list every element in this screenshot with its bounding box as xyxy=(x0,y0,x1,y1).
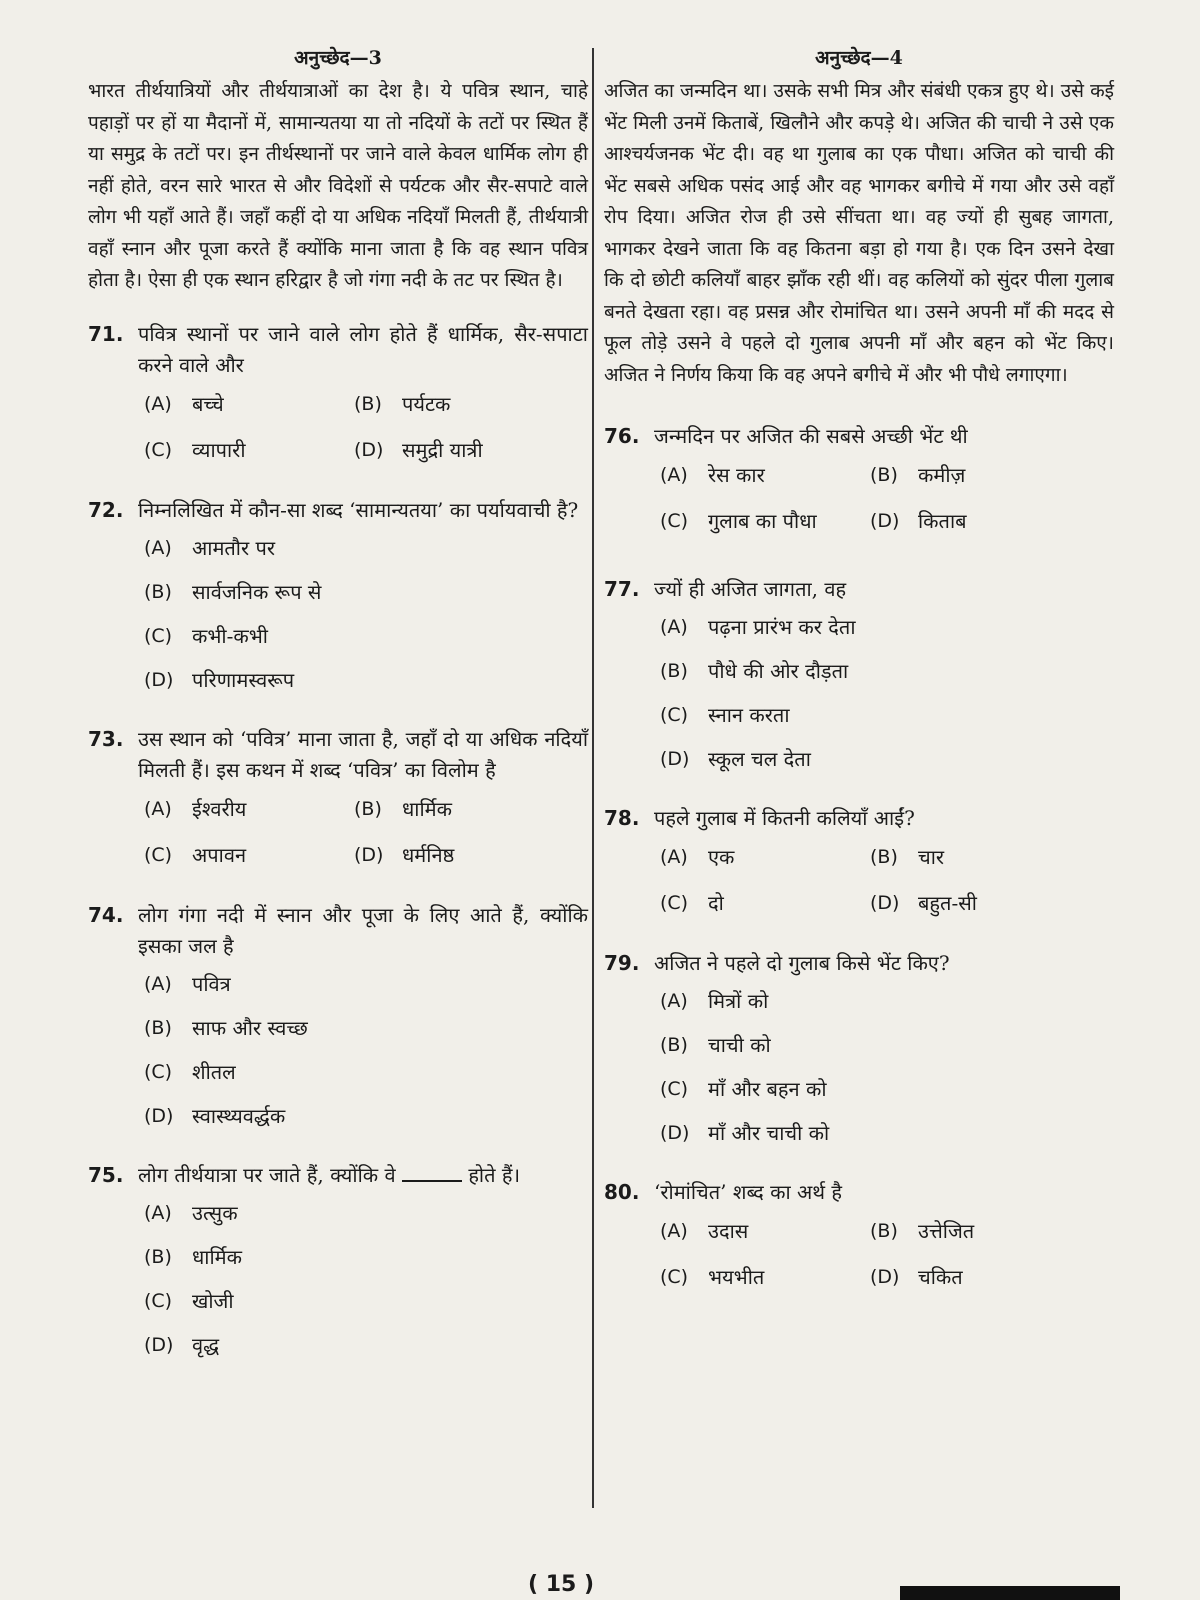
option-a[interactable]: (A) पढ़ना प्रारंभ कर देता xyxy=(660,615,856,639)
question-74 xyxy=(88,900,588,1138)
question-77 xyxy=(604,574,1114,781)
passage-3-heading: अनुच्छेद—3 xyxy=(294,47,382,69)
page-number: ( 15 ) xyxy=(528,1572,595,1597)
question-text: अजित ने पहले दो गुलाब किसे भेंट किए? xyxy=(654,951,950,975)
right-column xyxy=(604,44,1114,1300)
question-number: 73. xyxy=(88,726,124,751)
column-divider xyxy=(592,48,594,1508)
question-number: 75. xyxy=(88,1162,124,1187)
question-78 xyxy=(604,803,1114,926)
footer-bar xyxy=(900,1586,1120,1600)
option-d[interactable]: (D) स्कूल चल देता xyxy=(660,747,811,771)
question-text: ज्यों ही अजित जागता, वह xyxy=(654,577,847,601)
question-number: 78. xyxy=(604,806,640,830)
option-d[interactable]: (D) स्वास्थ्यवर्द्धक xyxy=(144,1103,286,1128)
question-number: 77. xyxy=(604,577,640,601)
option-d[interactable]: (D) चकित xyxy=(870,1265,963,1289)
option-d[interactable]: (D) परिणामस्वरूप xyxy=(144,667,295,692)
option-c[interactable]: (C) माँ और बहन को xyxy=(660,1077,827,1101)
passage-4-heading: अनुच्छेद—4 xyxy=(815,47,903,69)
option-b[interactable]: (B) चार xyxy=(870,845,945,869)
option-b[interactable]: (B) कमीज़ xyxy=(870,463,966,487)
option-d[interactable]: (D) वृद्ध xyxy=(144,1332,220,1357)
option-d[interactable]: (D) किताब xyxy=(870,509,967,533)
option-c[interactable]: (C) अपावन xyxy=(144,842,247,867)
question-80 xyxy=(604,1177,1114,1300)
question-number: 76. xyxy=(604,424,640,448)
passage-4-text: अजित का जन्मदिन था। उसके सभी मित्र और संबंधी एकत्र हुए थे। उसे कई भेंट मिली उनमें किताबें, खिलौने और कपड़े थे। अजित की चाची ने उसे एक आश्चर्यजनक भेंट दी। वह था गुलाब का एक पौधा। अजित को चाची की भेंट सबसे अधिक पसंद आई और वह भागकर बगीचे में गया और उसे वहाँ रोप दिया। अजित रोज ही उसे सींचता था। वह ज्यों ही सुबह जागता, भागकर देखने जाता कि वह कितना बड़ा हो गया है। एक दिन उसने देखा कि दो छोटी कलियाँ बाहर झाँक रही थीं। वह कलियों को सुंदर पीला गुलाब बनते देखता रहा। वह प्रसन्न और रोमांचित था। उसने अपनी माँ की मदद से फूल तोड़े उसने वे पहले दो गुलाब अपनी माँ और बहन को भेंट किए। अजित ने निर्णय किया कि वह अपने बगीचे में और भी पौधे लगाएगा। xyxy=(604,80,1114,386)
passage-3-text: भारत तीर्थयात्रियों और तीर्थयात्राओं का देश है। ये पवित्र स्थान, चाहे पहाड़ों पर हों या मैदानों में, सामान्यतया या तो नदियों के तटों पर स्थित हैं या समुद्र के तटों पर। इन तीर्थस्थानों पर जाने वाले केवल धार्मिक लोग ही नहीं होते, वरन सारे भारत से और विदेशों से पर्यटक और सैर-सपाटे वाले लोग भी यहाँ आते हैं। जहाँ कहीं दो या अधिक नदियाँ मिलती हैं, तीर्थयात्री वहाँ स्नान और पूजा करते हैं क्योंकि माना जाता है कि वह स्थान पवित्र होता है। ऐसा ही एक स्थान हरिद्वार है जो गंगा नदी के तट पर स्थित है। xyxy=(88,80,588,291)
option-a[interactable]: (A) उदास xyxy=(660,1219,749,1243)
left-column xyxy=(88,44,588,1367)
option-c[interactable]: (C) दो xyxy=(660,891,724,915)
question-text: लोग तीर्थयात्रा पर जाते हैं, क्योंकि वे होते हैं। xyxy=(138,1162,521,1187)
option-c[interactable]: (C) खोजी xyxy=(144,1288,234,1313)
option-c[interactable]: (C) गुलाब का पौधा xyxy=(660,509,817,533)
question-75 xyxy=(88,1160,588,1367)
option-d[interactable]: (D) बहुत-सी xyxy=(870,891,977,915)
question-text: पवित्र स्थानों पर जाने वाले लोग होते हैं धार्मिक, सैर-सपाटा करने वाले और xyxy=(138,321,588,377)
question-number: 80. xyxy=(604,1180,640,1204)
question-72 xyxy=(88,495,588,702)
question-text: पहले गुलाब में कितनी कलियाँ आईं? xyxy=(654,806,915,830)
question-number: 71. xyxy=(88,321,124,346)
option-b[interactable]: (B) चाची को xyxy=(660,1033,771,1057)
option-d[interactable]: (D) समुद्री यात्री xyxy=(354,437,483,462)
option-a[interactable]: (A) मित्रों को xyxy=(660,989,769,1013)
option-b[interactable]: (B) धार्मिक xyxy=(354,796,452,821)
option-b[interactable]: (B) सार्वजनिक रूप से xyxy=(144,579,322,604)
question-71 xyxy=(88,319,588,473)
option-a[interactable]: (A) रेस कार xyxy=(660,463,765,487)
question-73 xyxy=(88,724,588,878)
option-a[interactable]: (A) उत्सुक xyxy=(144,1200,238,1225)
option-a[interactable]: (A) पवित्र xyxy=(144,971,231,996)
option-a[interactable]: (A) एक xyxy=(660,845,735,869)
question-76 xyxy=(604,421,1114,544)
option-d[interactable]: (D) धर्मनिष्ठ xyxy=(354,842,455,867)
question-text: उस स्थान को ‘पवित्र’ माना जाता है, जहाँ दो या अधिक नदियाँ मिलती हैं। इस कथन में शब्द ‘पवित्र’ का विलोम है xyxy=(138,726,588,782)
option-a[interactable]: (A) बच्चे xyxy=(144,391,224,416)
question-number: 74. xyxy=(88,902,124,927)
option-c[interactable]: (C) शीतल xyxy=(144,1059,236,1084)
question-79 xyxy=(604,948,1114,1155)
option-b[interactable]: (B) उत्तेजित xyxy=(870,1219,975,1243)
option-c[interactable]: (C) भयभीत xyxy=(660,1265,765,1289)
question-number: 79. xyxy=(604,951,640,975)
option-b[interactable]: (B) धार्मिक xyxy=(144,1244,242,1269)
fill-in-blank xyxy=(402,1162,462,1182)
question-text: जन्मदिन पर अजित की सबसे अच्छी भेंट थी xyxy=(654,424,968,448)
option-c[interactable]: (C) व्यापारी xyxy=(144,437,246,462)
question-number: 72. xyxy=(88,497,124,522)
question-text: लोग गंगा नदी में स्नान और पूजा के लिए आते हैं, क्योंकि इसका जल है xyxy=(138,902,588,958)
option-b[interactable]: (B) साफ और स्वच्छ xyxy=(144,1015,308,1040)
option-b[interactable]: (B) पौधे की ओर दौड़ता xyxy=(660,659,849,683)
option-d[interactable]: (D) माँ और चाची को xyxy=(660,1121,830,1145)
question-text: ‘रोमांचित’ शब्द का अर्थ है xyxy=(654,1180,843,1204)
option-a[interactable]: (A) ईश्वरीय xyxy=(144,796,247,821)
option-a[interactable]: (A) आमतौर पर xyxy=(144,535,276,560)
option-c[interactable]: (C) स्नान करता xyxy=(660,703,790,727)
option-b[interactable]: (B) पर्यटक xyxy=(354,391,451,416)
question-text: निम्नलिखित में कौन-सा शब्द ‘सामान्यतया’ का पर्यायवाची है? xyxy=(138,497,579,522)
option-c[interactable]: (C) कभी-कभी xyxy=(144,623,268,648)
